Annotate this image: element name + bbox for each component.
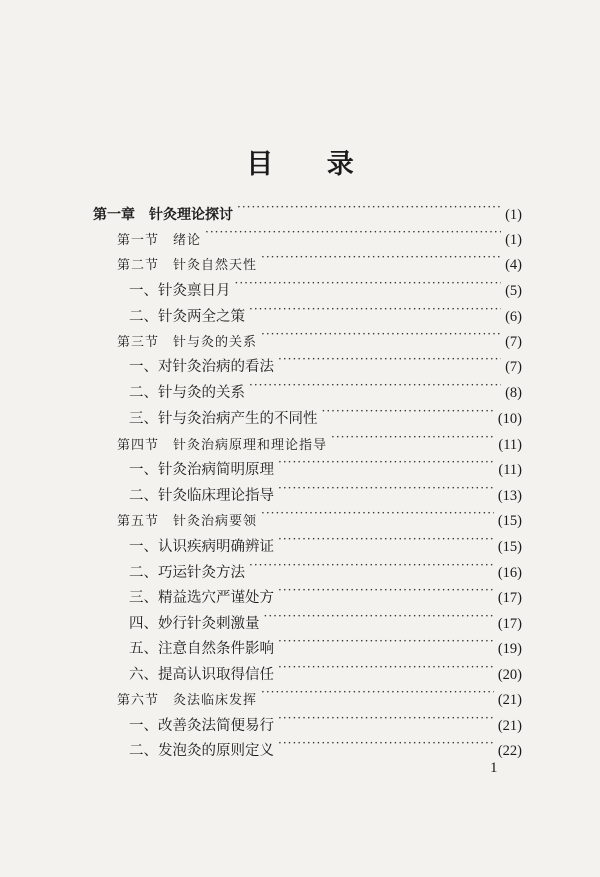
toc-entry-page: (4) (505, 257, 522, 273)
toc-entry-chapter-1[interactable] (93, 195, 522, 223)
toc-entry-page: (15) (497, 539, 522, 555)
toc-leader-dots (249, 553, 494, 577)
toc-entry-label: 三、针与灸治病产生的不同性 (129, 411, 318, 427)
toc-entry-page: (6) (505, 309, 522, 325)
toc-leader-dots (278, 655, 494, 679)
toc-entry-section-5[interactable] (117, 501, 522, 529)
toc-entry-page: (11) (498, 437, 522, 453)
toc-entry-item[interactable] (129, 629, 522, 657)
toc-entry-item[interactable] (129, 527, 522, 555)
toc-entry-label: 第四节 针灸治病原理和理论指导 (117, 438, 328, 453)
toc-leader-dots (237, 195, 501, 219)
toc-entry-section-4[interactable] (117, 425, 522, 453)
toc-entry-label: 二、巧运针灸方法 (129, 565, 245, 581)
toc-entry-item[interactable] (129, 399, 522, 427)
toc-entry-label: 一、改善灸法简便易行 (129, 718, 274, 734)
toc-entry-page: (5) (505, 283, 522, 299)
toc-entry-item[interactable] (129, 655, 522, 683)
toc-entry-section-3[interactable] (117, 322, 522, 350)
toc-leader-dots (261, 322, 501, 346)
toc-leader-dots (322, 399, 494, 423)
toc-entry-item[interactable] (129, 578, 522, 606)
toc-entry-item[interactable] (129, 271, 522, 299)
toc-entry-item[interactable] (129, 553, 522, 581)
toc-entry-label: 第五节 针灸治病要领 (117, 514, 258, 529)
toc-entry-page: (1) (505, 232, 522, 248)
toc-leader-dots (205, 220, 501, 244)
toc-leader-dots (278, 731, 494, 755)
toc-entry-label: 一、对针灸治病的看法 (129, 359, 274, 375)
toc-entry-page: (8) (505, 385, 522, 401)
toc-entry-section-1[interactable] (117, 220, 522, 248)
toc-entry-item[interactable] (129, 450, 522, 478)
toc-entry-label: 二、针灸两全之策 (129, 309, 245, 325)
toc-entry-label: 一、认识疾病明确辨证 (129, 539, 274, 555)
toc-entry-item[interactable] (129, 476, 522, 504)
toc-entry-page: (21) (497, 692, 522, 708)
toc-entry-label: 四、妙行针灸刺激量 (129, 616, 260, 632)
toc-leader-dots (261, 680, 494, 704)
toc-entry-item[interactable] (129, 731, 522, 759)
toc-entry-label: 五、注意自然条件影响 (129, 641, 274, 657)
toc-entry-page: (16) (497, 565, 522, 581)
toc-entry-label: 第六节 灸法临床发挥 (117, 693, 258, 708)
toc-leader-dots (249, 373, 501, 397)
toc-leader-dots (278, 527, 494, 551)
toc-entry-page: (13) (497, 488, 522, 504)
toc-leader-dots (264, 604, 494, 628)
toc-entry-label: 第一章 针灸理论探讨 (93, 207, 233, 223)
toc-leader-dots (261, 501, 494, 525)
toc-leader-dots (331, 425, 494, 449)
toc-entry-page: (7) (505, 359, 522, 375)
toc-entry-item[interactable] (129, 706, 522, 734)
toc-entry-page: (11) (498, 462, 522, 478)
toc-entry-page: (21) (497, 718, 522, 734)
toc-entry-label: 三、精益选穴严谨处方 (129, 590, 274, 606)
toc-entry-label: 一、针灸治病简明原理 (129, 462, 274, 478)
toc-entry-label: 二、针灸临床理论指导 (129, 488, 274, 504)
toc-entry-page: (22) (497, 743, 522, 759)
toc-leader-dots (278, 706, 494, 730)
toc-entry-section-6[interactable] (117, 680, 522, 708)
toc-entry-label: 一、针灸禀日月 (129, 283, 231, 299)
toc-entry-item[interactable] (129, 347, 522, 375)
toc-entry-page: (10) (497, 411, 522, 427)
toc-leader-dots (278, 347, 501, 371)
toc-entry-label: 二、针与灸的关系 (129, 385, 245, 401)
toc-leader-dots (235, 271, 502, 295)
page-number: 1 (490, 760, 498, 776)
toc-entry-page: (1) (505, 207, 522, 223)
toc-entry-label: 第三节 针与灸的关系 (117, 335, 258, 350)
toc-leader-dots (249, 297, 501, 321)
toc-entry-item[interactable] (129, 373, 522, 401)
toc-entry-label: 第一节 绪论 (117, 233, 202, 248)
toc-leader-dots (278, 450, 494, 474)
toc-entry-item[interactable] (129, 604, 522, 632)
toc-entry-label: 第二节 针灸自然天性 (117, 258, 258, 273)
toc-entry-page: (7) (505, 334, 522, 350)
toc-entry-page: (19) (497, 641, 522, 657)
toc-entry-page: (15) (497, 513, 522, 529)
toc-entry-label: 六、提高认识取得信任 (129, 667, 274, 683)
page-title: 目 录 (246, 149, 376, 180)
toc-entry-label: 二、发泡灸的原则定义 (129, 743, 274, 759)
toc-entry-section-2[interactable] (117, 245, 522, 273)
toc-leader-dots (278, 629, 494, 653)
toc-entry-page: (17) (497, 590, 522, 606)
toc-entry-page: (20) (497, 667, 522, 683)
toc-leader-dots (261, 245, 501, 269)
toc-entry-item[interactable] (129, 297, 522, 325)
toc-leader-dots (278, 476, 494, 500)
toc-leader-dots (278, 578, 494, 602)
toc-entry-page: (17) (497, 616, 522, 632)
